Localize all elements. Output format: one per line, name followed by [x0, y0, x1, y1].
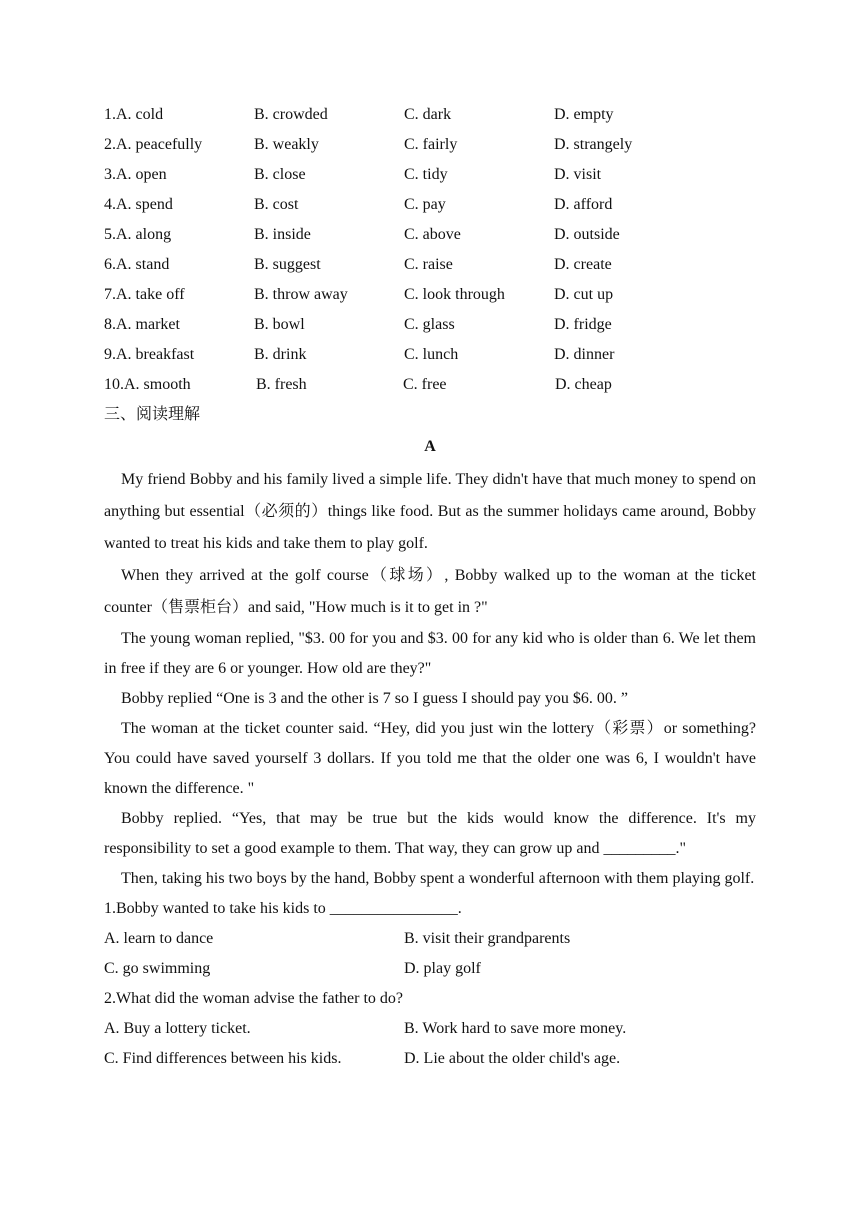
question-stem: 1.Bobby wanted to take his kids to ________________.: [104, 900, 462, 917]
option-d: D. strangely: [554, 136, 633, 153]
choice-row: [104, 1014, 756, 1044]
option-d: D. visit: [554, 166, 602, 183]
option-b: B. crowded: [254, 106, 328, 123]
option-b: B. cost: [254, 196, 299, 213]
option-c: C. glass: [404, 316, 455, 333]
passage-paragraph: The young woman replied, "$3. 00 for you and $3. 00 for any kid who is older than 6. We let them in free if they are 6 or younger. How old are they?": [104, 630, 756, 677]
option-a: 9.A. breakfast: [104, 346, 195, 363]
option-d: D. empty: [554, 106, 614, 123]
option-row: [104, 160, 756, 190]
option-c: C. dark: [404, 106, 452, 123]
option-b: B. close: [254, 166, 306, 183]
passage-paragraph: The woman at the ticket counter said. “Hey, did you just win the lottery（彩票）or something? You could have saved yourself 3 dollars. If you told me that the older one was 6, I wouldn't have known the difference. ": [104, 720, 756, 797]
option-b: B. inside: [254, 226, 311, 243]
option-a: 4.A. spend: [104, 196, 173, 213]
passage-title: A: [424, 438, 436, 455]
choice-a: A. Buy a lottery ticket.: [104, 1020, 251, 1037]
option-b: B. weakly: [254, 136, 319, 153]
option-d: D. cheap: [555, 376, 612, 393]
choice-c: C. Find differences between his kids.: [104, 1050, 342, 1067]
option-row: [104, 310, 756, 340]
option-c: C. fairly: [404, 136, 458, 153]
option-a: 1.A. cold: [104, 106, 164, 123]
worksheet-page: [104, 100, 756, 1074]
option-c: C. tidy: [404, 166, 448, 183]
choice-row: [104, 1044, 756, 1074]
passage-paragraph: When they arrived at the golf course（球场）, Bobby walked up to the woman at the ticket counter（售票柜台）and said, "How much is it to get in ?": [104, 567, 756, 616]
option-row: [104, 130, 756, 160]
choice-row: [104, 954, 756, 984]
option-c: C. pay: [404, 196, 446, 213]
option-d: D. outside: [554, 226, 620, 243]
option-d: D. dinner: [554, 346, 615, 363]
option-c: C. free: [403, 376, 447, 393]
option-row: [104, 280, 756, 310]
passage-paragraph: Bobby replied “One is 3 and the other is 7 so I guess I should pay you $6. 00. ”: [121, 690, 629, 707]
section-title: 三、阅读理解: [104, 406, 201, 423]
choice-c: C. go swimming: [104, 960, 211, 977]
option-a: 8.A. market: [104, 316, 180, 333]
option-c: C. look through: [404, 286, 505, 303]
option-c: C. raise: [404, 256, 453, 273]
option-b: B. throw away: [254, 286, 348, 303]
passage-paragraph: Bobby replied. “Yes, that may be true but the kids would know the difference. It's my responsibility to set a good example to them. That way, they can grow up and _________.": [104, 810, 756, 857]
option-b: B. fresh: [256, 376, 307, 393]
question-1: [104, 894, 756, 984]
option-row: [104, 250, 756, 280]
passage-paragraph: Then, taking his two boys by the hand, Bobby spent a wonderful afternoon with them playing golf.: [121, 870, 755, 887]
option-b: B. drink: [254, 346, 307, 363]
passage-paragraph: My friend Bobby and his family lived a simple life. They didn't have that much money to spend on anything but essential（必须的）things like food. But as the summer holidays came around, Bobby wanted to treat his kids and take them to play golf.: [104, 471, 756, 552]
option-d: D. afford: [554, 196, 613, 213]
choice-a: A. learn to dance: [104, 930, 214, 947]
option-d: D. create: [554, 256, 612, 273]
choice-d: D. play golf: [404, 960, 481, 977]
option-c: C. lunch: [404, 346, 459, 363]
option-a: 2.A. peacefully: [104, 136, 203, 153]
choice-b: B. Work hard to save more money.: [404, 1020, 627, 1037]
option-row: [104, 220, 756, 250]
option-a: 3.A. open: [104, 166, 167, 183]
choice-row: [104, 924, 756, 954]
option-row: [104, 370, 756, 400]
option-a: 6.A. stand: [104, 256, 170, 273]
option-row: [104, 190, 756, 220]
option-a: 10.A. smooth: [104, 376, 191, 393]
cloze-options: [104, 100, 756, 400]
option-b: B. suggest: [254, 256, 321, 273]
option-d: D. cut up: [554, 286, 614, 303]
option-a: 7.A. take off: [104, 286, 185, 303]
question-stem: 2.What did the woman advise the father to do?: [104, 990, 404, 1007]
passage: [104, 464, 756, 894]
option-b: B. bowl: [254, 316, 305, 333]
option-a: 5.A. along: [104, 226, 172, 243]
choice-b: B. visit their grandparents: [404, 930, 571, 947]
question-2: [104, 984, 756, 1074]
option-d: D. fridge: [554, 316, 612, 333]
choice-d: D. Lie about the older child's age.: [404, 1050, 621, 1067]
option-c: C. above: [404, 226, 461, 243]
option-row: [104, 340, 756, 370]
option-row: [104, 100, 756, 130]
